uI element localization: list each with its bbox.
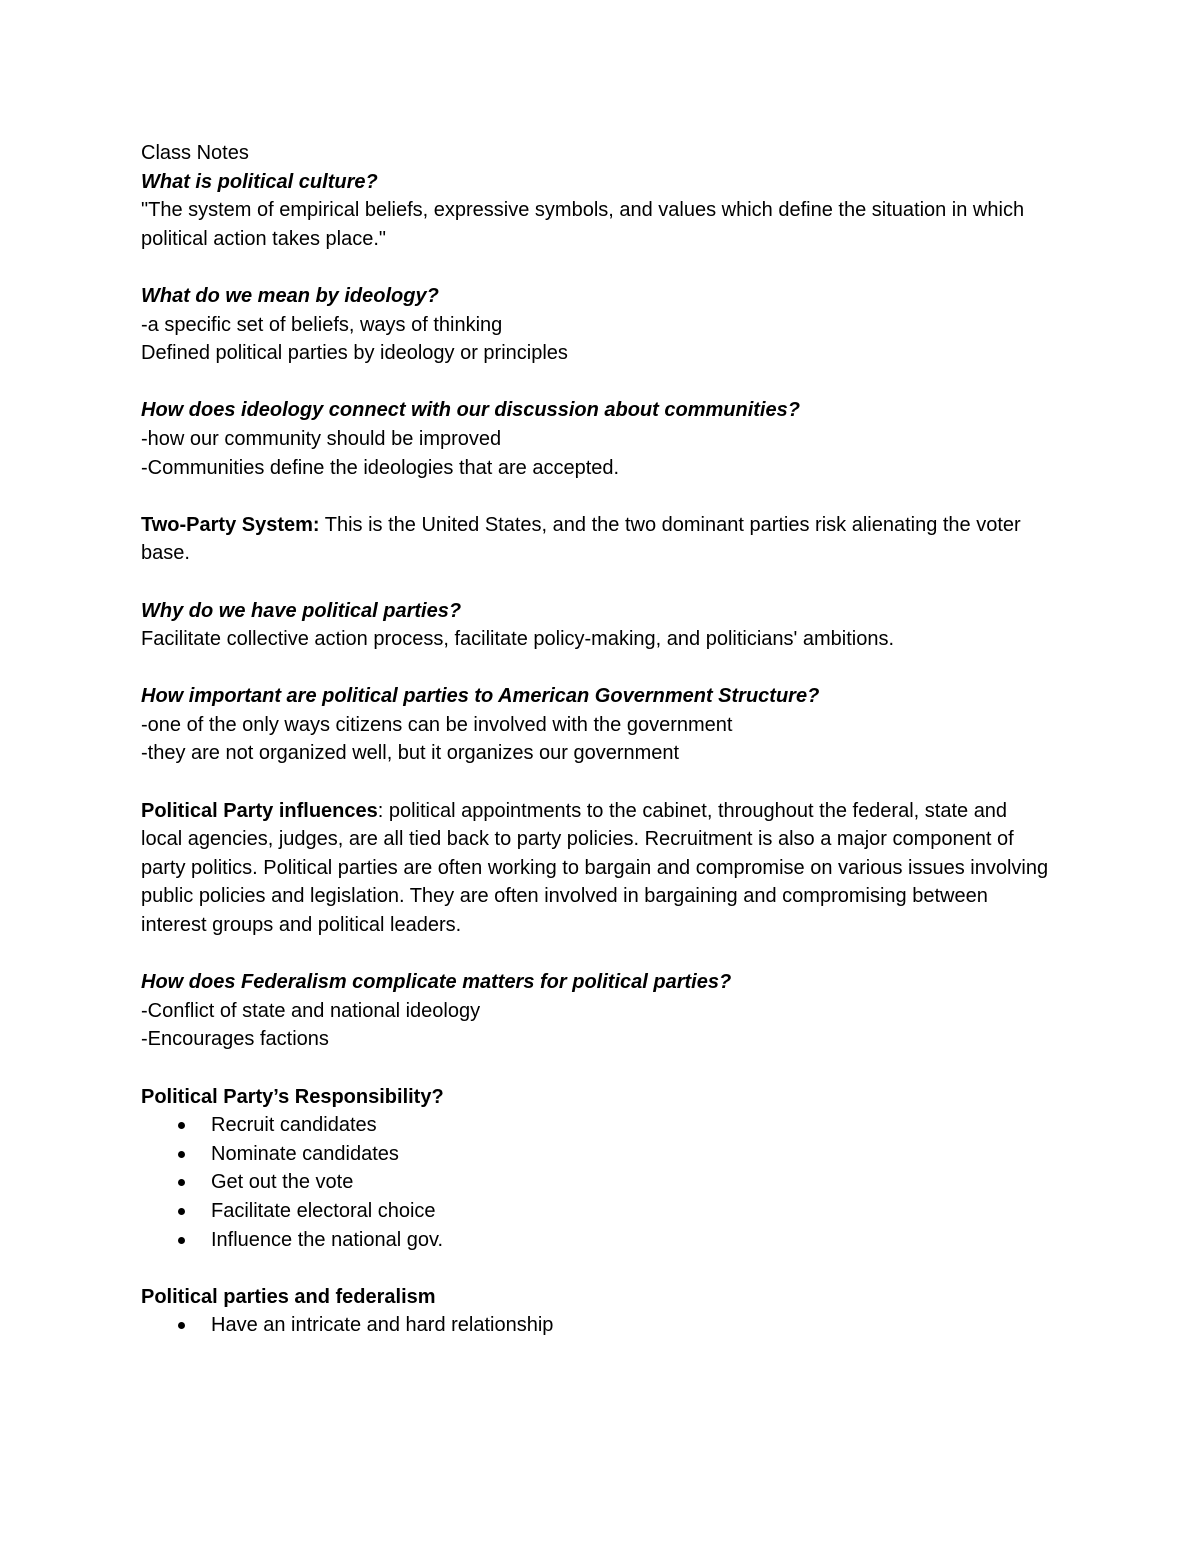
note-line: -they are not organized well, but it organizes our government bbox=[141, 742, 680, 765]
note-line: -how our community should be improved bbox=[141, 427, 502, 450]
question-federalism: How does Federalism complicate matters for political parties? bbox=[141, 971, 732, 994]
question-political-culture: What is political culture? bbox=[141, 170, 378, 193]
document-title: Class Notes bbox=[141, 142, 249, 164]
list-item: Nominate candidates bbox=[141, 1140, 1051, 1169]
bullet-icon bbox=[178, 1122, 185, 1129]
responsibility-list bbox=[141, 1111, 1051, 1254]
list-item: Influence the national gov. bbox=[141, 1226, 1051, 1255]
question-why-parties: Why do we have political parties? bbox=[141, 599, 462, 622]
term-text: This is the United States, and the two dominant parties risk alienating the voter base. bbox=[141, 513, 1021, 565]
bullet-icon bbox=[178, 1208, 185, 1215]
note-line: Defined political parties by ideology or principles bbox=[141, 342, 568, 365]
list-item: Have an intricate and hard relationship bbox=[141, 1311, 1051, 1340]
bullet-icon bbox=[178, 1179, 185, 1186]
note-line: -Encourages factions bbox=[141, 1028, 329, 1051]
note-line: -a specific set of beliefs, ways of thinking bbox=[141, 313, 503, 336]
answer-why-parties: Facilitate collective action process, facilitate policy-making, and politicians' ambitions. bbox=[141, 628, 895, 651]
party-influences-paragraph bbox=[141, 797, 1051, 940]
term-label: Two-Party System: bbox=[141, 513, 320, 536]
bullet-icon bbox=[178, 1151, 185, 1158]
note-line: -Conflict of state and national ideology bbox=[141, 999, 481, 1022]
term-label: Political Party influences bbox=[141, 799, 378, 822]
federalism-list bbox=[141, 1311, 1051, 1340]
list-item: Get out the vote bbox=[141, 1168, 1051, 1197]
term-text: : political appointments to the cabinet, throughout the federal, state and local agencies, judges, are all tied back to party policies. Recruitment is also a major component of party politics. Political parties are often working to bargain and compromise on various issues involving public policies and legislation. They are often involved in bargaining and compromising between interest groups and political leaders. bbox=[141, 799, 1049, 937]
heading-parties-federalism: Political parties and federalism bbox=[141, 1285, 436, 1308]
heading-responsibility: Political Party’s Responsibility? bbox=[141, 1085, 444, 1108]
question-importance-parties: How important are political parties to American Government Structure? bbox=[141, 685, 820, 708]
question-ideology-communities: How does ideology connect with our discussion about communities? bbox=[141, 399, 800, 422]
list-item: Recruit candidates bbox=[141, 1111, 1051, 1140]
note-line: -one of the only ways citizens can be involved with the government bbox=[141, 713, 733, 736]
document-body bbox=[141, 139, 1051, 1340]
answer-political-culture: "The system of empirical beliefs, expressive symbols, and values which define the situation in which political action takes place." bbox=[141, 199, 1025, 250]
question-ideology: What do we mean by ideology? bbox=[141, 284, 439, 307]
two-party-system-paragraph bbox=[141, 511, 1051, 568]
note-line: -Communities define the ideologies that are accepted. bbox=[141, 456, 620, 479]
bullet-icon bbox=[178, 1322, 185, 1329]
bullet-icon bbox=[178, 1237, 185, 1244]
list-item: Facilitate electoral choice bbox=[141, 1197, 1051, 1226]
